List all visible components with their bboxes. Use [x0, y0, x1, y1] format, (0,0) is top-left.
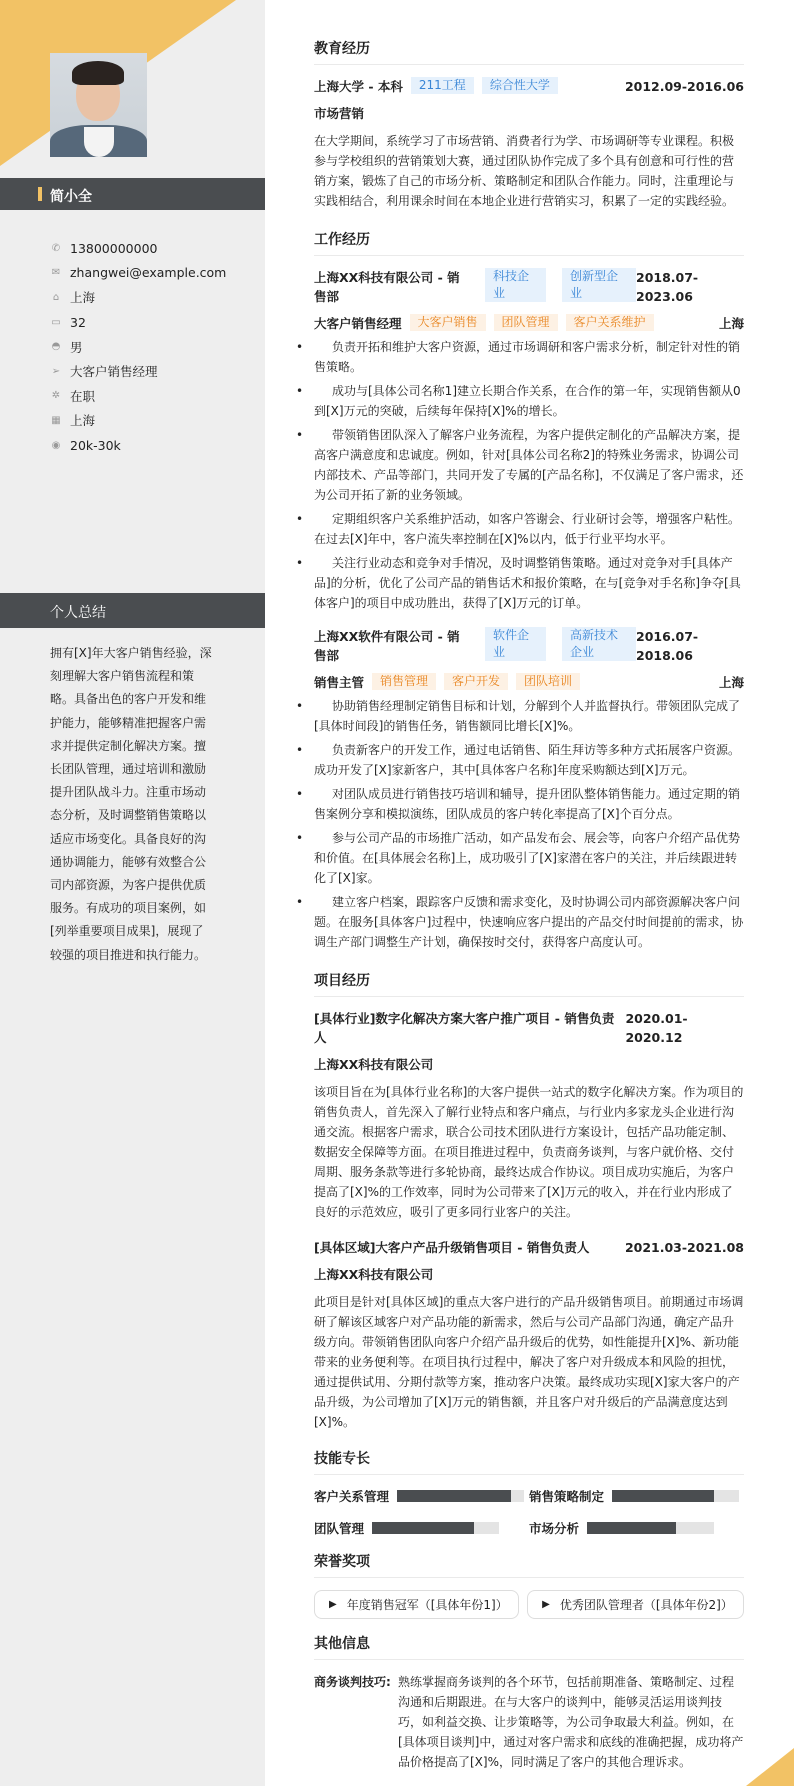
contact-text: 13800000000: [70, 240, 158, 256]
skill-tag: 客户开发: [444, 673, 508, 690]
job-role: 销售主管: [314, 675, 365, 690]
skill-tag: 团队培训: [516, 673, 580, 690]
phone-icon: ✆: [51, 242, 61, 254]
skill-bar-fill: [372, 1522, 474, 1534]
tag: 综合性大学: [482, 77, 558, 94]
project-header: [314, 1238, 744, 1257]
project-entry: [314, 1009, 744, 1222]
job-list: [314, 268, 744, 952]
contact-text: 上海: [70, 413, 96, 429]
job-left: [314, 627, 636, 665]
project-name: [具体区域]大客户产品升级销售项目 - 销售负责人: [314, 1240, 590, 1255]
skill-list: [314, 1487, 744, 1537]
name-bar: 简小全: [0, 178, 265, 210]
project-desc: 该项目旨在为[具体行业名称]的大客户提供一站式的数字化解决方案。作为项目的销售负责人，首先深入了解行业特点和客户痛点，与行业内多家龙头企业进行沟通交流。根据客户需求，联合公司技术团队进行方案设计，包括产品功能定制、数据安全保障等方面。在项目推进过程中，负责商务谈判，与客户就价格、交付周期、服务条款等进行多轮协商，最终达成合作协议。项目成功实施后，为客户提高了[X]%的工作效率，同时为公司带来了[X]万元的收入，并在行业内形成了良好的示范效应，吸引了更多同行业客户的关注。: [314, 1085, 744, 1219]
project-company: 上海XX科技有限公司: [314, 1057, 434, 1072]
skills-title: 技能专长: [314, 1448, 744, 1475]
company-tag: 高新技术企业: [562, 627, 636, 661]
education-desc: 在大学期间，系统学习了市场营销、消费者行为学、市场调研等专业课程。积极参与学校组织的营销策划大赛，通过团队协作完成了多个具有创意和可行性的营销方案，锻炼了自己的市场分析、策略制定和团队合作能力。同时，注重理论与实践相结合，利用课余时间在本地企业进行营销实习，积累了一定的实践经验。: [314, 134, 735, 208]
bullet-item: • 成功与[具体公司名称1]建立长期合作关系，在合作的第一年，实现销售额从0到[X]万元的突破，后续每年保持[X]%的增长。: [314, 381, 744, 421]
skill-bar-fill: [397, 1490, 511, 1502]
skill-name: 市场分析: [529, 1521, 580, 1536]
award-item: [314, 1590, 519, 1619]
other-key: 商务谈判技巧:: [314, 1675, 391, 1689]
skill-tag: 大客户销售: [410, 314, 486, 331]
role-left: [314, 314, 654, 333]
company-name: 上海XX软件有限公司 - 销售部: [314, 629, 460, 663]
job-city: 上海: [718, 675, 744, 690]
other-title: 其他信息: [314, 1633, 744, 1660]
role-row: [314, 673, 744, 692]
skill-bar-fill: [587, 1522, 676, 1534]
contact-item: [50, 310, 226, 335]
bullet-item: • 负责开拓和维护大客户资源，通过市场调研和客户需求分析，制定针对性的销售策略。: [314, 337, 744, 377]
skill-bar: [587, 1522, 714, 1534]
company-tag: 软件企业: [485, 627, 546, 661]
bullet-list: [314, 337, 744, 613]
job-header: [314, 268, 744, 306]
gender-icon: ◓: [51, 341, 61, 353]
age-icon: ▭: [51, 316, 61, 328]
contact-text: zhangwei@example.com: [70, 265, 227, 281]
bullet-item: • 协助销售经理制定销售目标和计划，分解到个人并监督执行。带领团队完成了[具体时间段]的销售任务，销售额同比增长[X]%。: [314, 696, 744, 736]
award-list: [314, 1590, 744, 1619]
contact-text: 上海: [70, 290, 96, 306]
summary-text: 拥有[X]年大客户销售经验，深刻理解大客户销售流程和策略。具备出色的客户开发和维护能力，能够精准把握客户需求并提供定制化解决方案。擅长团队管理，通过培训和激励提升团队战斗力。注重市场动态分析，及时调整销售策略以适应市场变化。具备良好的沟通协调能力，能够有效整合公司内部资源，为客户提供优质服务。有成功的项目案例，如[列举重要项目成果]，展现了较强的项目推进和执行能力。: [50, 646, 212, 962]
skill-bar: [372, 1522, 499, 1534]
bullet-item: • 关注行业动态和竞争对手情况，及时调整销售策略。通过对竞争对手[具体产品]的分析，优化了公司产品的销售话术和报价策略，在与[竞争对手名称]争夺[具体客户]的项目中成功胜出，获得了[X]万元的订单。: [314, 553, 744, 613]
contact-item: [50, 359, 226, 384]
decorative-triangle: [746, 1748, 794, 1786]
building-icon: ▦: [51, 414, 61, 426]
project-header: [314, 1009, 744, 1047]
triangle-right-icon: ▶: [329, 1599, 337, 1610]
project-list: [314, 1009, 744, 1432]
contact-text: 男: [70, 339, 83, 355]
sidebar: [0, 0, 265, 1786]
skill-bar: [612, 1490, 739, 1502]
bullet-item: • 建立客户档案，跟踪客户反馈和需求变化，及时协调公司内部资源解决客户问题。在服务[具体客户]过程中，快速响应客户提出的产品交付时间提前的需求，协调生产部门调整生产计划，确保按时交付，获得客户高度认可。: [314, 892, 744, 952]
contact-item: [50, 261, 226, 286]
skill-item: [314, 1519, 529, 1537]
bullet-item: • 参与公司产品的市场推广活动，如产品发布会、展会等，向客户介绍产品优势和价值。在[具体展会名称]上，成功吸引了[X]家潜在客户的关注，并后续跟进转化了[X]家。: [314, 828, 744, 888]
project-entry: [314, 1238, 744, 1432]
project-company: 上海XX科技有限公司: [314, 1267, 434, 1282]
contact-item: [50, 408, 226, 433]
contact-text: 大客户销售经理: [70, 364, 158, 380]
award-text: 年度销售冠军（[具体年份1]）: [346, 1598, 508, 1612]
skill-tag: 销售管理: [372, 673, 436, 690]
triangle-right-icon: ▶: [542, 1599, 550, 1610]
job-left: [314, 268, 636, 306]
status-icon: ✲: [51, 390, 61, 402]
contact-item: [50, 236, 226, 261]
award-item: [527, 1590, 744, 1619]
major: 市场营销: [314, 106, 365, 121]
skill-tag: 客户关系维护: [566, 314, 654, 331]
project-desc: 此项目是针对[具体区域]的重点大客户进行的产品升级销售项目。前期通过市场调研了解该区域客户对产品功能的新需求，然后与公司产品部门沟通，确定产品升级方向。带领销售团队向客户介绍产品升级后的优势，如性能提升[X]%、新功能带来的业务便利等。在项目执行过程中，解决了客户对升级成本和风险的担忧，通过提供试用、分期付款等方案，推动客户决策。最终成功实现[X]家大客户的产品升级，为公司增加了[X]万元的销售额，并且客户对升级后的产品满意度达到[X]%。: [314, 1295, 744, 1429]
education-header: [314, 77, 744, 96]
job-date: 2016.07-2018.06: [636, 629, 699, 663]
bullet-item: • 定期组织客户关系维护活动，如客户答谢会、行业研讨会等，增强客户粘性。在过去[X]年中，客户流失率控制在[X]%以内，低于行业平均水平。: [314, 509, 744, 549]
salary-icon: ◉: [51, 439, 61, 451]
home-icon: ⌂: [52, 291, 60, 303]
job-city: 上海: [718, 316, 744, 331]
school: 上海大学 - 本科: [314, 79, 403, 94]
skill-name: 团队管理: [314, 1521, 365, 1536]
other-list: [314, 1672, 744, 1772]
company-tag: 创新型企业: [562, 268, 636, 302]
project-name: [具体行业]数字化解决方案大客户推广项目 - 销售负责人: [314, 1011, 615, 1045]
contact-text: 20k-30k: [70, 437, 121, 453]
bullet-item: • 带领销售团队深入了解客户业务流程，为客户提供定制化的产品解决方案，提高客户满意度和忠诚度。例如，针对[具体公司名称2]的特殊业务需求，协调公司内部技术、产品等部门，共同开发了专属的[产品名称]，不仅满足了客户需求，还为公司开拓了新的业务领域。: [314, 425, 744, 505]
award-text: 优秀团队管理者（[具体年份2]）: [559, 1598, 733, 1612]
awards-title: 荣誉奖项: [314, 1551, 744, 1578]
role-left: [314, 673, 580, 692]
skill-name: 客户关系管理: [314, 1489, 390, 1504]
mail-icon: ✉: [51, 267, 61, 279]
main-content: [314, 38, 744, 1772]
contact-text: 在职: [70, 388, 96, 404]
project-date: 2021.03-2021.08: [624, 1240, 744, 1255]
contact-text: 32: [70, 314, 86, 330]
job-date: 2018.07-2023.06: [636, 270, 699, 304]
avatar-photo: [50, 53, 147, 157]
job-role: 大客户销售经理: [314, 316, 402, 331]
education-title: 教育经历: [314, 38, 744, 65]
bullet-item: • 对团队成员进行销售技巧培训和辅导，提升团队整体销售能力。通过定期的销售案例分享和模拟演练，团队成员的客户转化率提高了[X]个百分点。: [314, 784, 744, 824]
company-name: 上海XX科技有限公司 - 销售部: [314, 270, 460, 304]
projects-title: 项目经历: [314, 970, 744, 997]
contact-item: [50, 334, 226, 359]
skill-name: 销售策略制定: [529, 1489, 605, 1504]
contact-item: [50, 384, 226, 409]
education-date: 2012.09-2016.06: [624, 79, 744, 94]
other-item: [314, 1672, 744, 1772]
project-date: 2020.01-2020.12: [625, 1011, 688, 1045]
skill-bar: [397, 1490, 524, 1502]
skill-bar-fill: [612, 1490, 714, 1502]
contact-list: [50, 236, 226, 457]
bullet-item: • 负责新客户的开发工作，通过电话销售、陌生拜访等多种方式拓展客户资源。成功开发了[X]家新客户，其中[具体客户名称]年度采购额达到[X]万元。: [314, 740, 744, 780]
skill-item: [529, 1519, 744, 1537]
job-entry: [314, 268, 744, 613]
contact-item: [50, 285, 226, 310]
job-header: [314, 627, 744, 665]
skill-tag: 团队管理: [494, 314, 558, 331]
other-value: 熟练掌握商务谈判的各个环节，包括前期准备、策略制定、过程沟通和后期跟进。在与大客户的谈判中，能够灵活运用谈判技巧，如利益交换、让步策略等，为公司争取最大利益。例如，在[具体项目谈判]中，通过对客户需求和底线的准确把握，成功将产品价格提高了[X]%，同时满足了客户的其他合理诉求。: [398, 1675, 744, 1769]
skill-item: [529, 1487, 744, 1505]
bullet-list: [314, 696, 744, 952]
work-title: 工作经历: [314, 229, 744, 256]
skill-item: [314, 1487, 529, 1505]
contact-item: [50, 433, 226, 458]
job-entry: [314, 627, 744, 952]
summary-title: 个人总结: [0, 593, 265, 628]
tag: 211工程: [411, 77, 474, 94]
send-icon: ➢: [51, 365, 61, 377]
company-tag: 科技企业: [485, 268, 546, 302]
role-row: [314, 314, 744, 333]
